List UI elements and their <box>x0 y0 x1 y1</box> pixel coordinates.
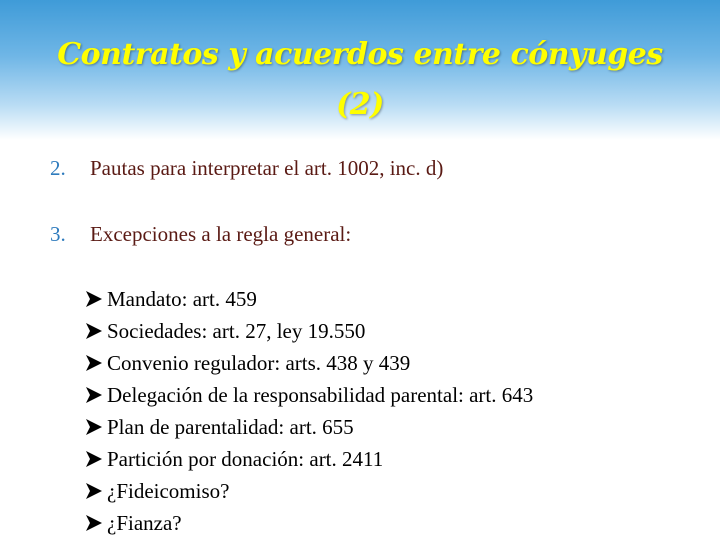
arrowhead-bullet-icon <box>84 353 104 373</box>
arrowhead-bullet-icon <box>84 449 104 469</box>
list-item-text: Sociedades: art. 27, ley 19.550 <box>107 319 366 343</box>
arrowhead-bullet-icon <box>84 513 104 533</box>
arrowhead-bullet-icon <box>84 417 104 437</box>
list-item-text: ¿Fideicomiso? <box>107 479 230 503</box>
item-text: Pautas para interpretar el art. 1002, inc. d) <box>90 156 444 180</box>
numbered-item <box>50 154 443 182</box>
list-item <box>84 379 533 411</box>
list-item <box>84 347 533 379</box>
item-text: Excepciones a la regla general: <box>90 222 352 246</box>
list-item <box>84 475 533 507</box>
item-number: 2. <box>50 156 66 180</box>
list-item-text: Delegación de la responsabilidad parental: art. 643 <box>107 383 534 407</box>
arrowhead-bullet-icon <box>84 385 104 405</box>
list-item-text: Partición por donación: art. 2411 <box>107 447 384 471</box>
list-item-text: Plan de parentalidad: art. 655 <box>107 415 354 439</box>
arrowhead-bullet-icon <box>84 481 104 501</box>
slide-title <box>0 30 720 130</box>
list-item-text: Convenio regulador: arts. 438 y 439 <box>107 351 411 375</box>
list-item-text: ¿Fianza? <box>107 511 182 535</box>
list-item <box>84 411 533 443</box>
list-item <box>84 283 533 315</box>
slide-title-line-1: Contratos y acuerdos entre cónyuges <box>57 37 663 72</box>
list-item-text: Mandato: art. 459 <box>107 287 257 311</box>
arrowhead-bullet-icon <box>84 321 104 341</box>
list-item <box>84 443 533 475</box>
arrowhead-bullet-icon <box>84 289 104 309</box>
slide-title-line-2: (2) <box>336 87 384 122</box>
list-item <box>84 315 533 347</box>
list-item <box>84 507 533 539</box>
exceptions-list <box>84 283 533 539</box>
numbered-item <box>50 220 351 248</box>
item-number: 3. <box>50 222 66 246</box>
